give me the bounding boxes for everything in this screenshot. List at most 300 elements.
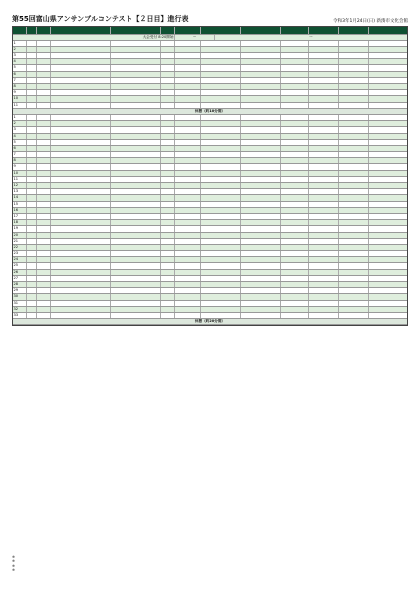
table-cell [201,301,241,306]
table-cell [369,140,407,145]
table-cell [369,270,407,275]
table-cell [27,59,37,64]
table-cell [161,171,175,176]
table-cell [339,146,369,151]
table-cell [339,313,369,318]
table-cell [27,72,37,77]
table-cell [161,195,175,200]
table-cell [51,158,111,163]
table-cell [309,96,339,101]
col-header [339,27,369,34]
table-cell [27,195,37,200]
table-cell [369,115,407,120]
table-cell [37,202,51,207]
table-cell [241,127,281,132]
table-cell: 22 [13,245,27,250]
table-cell [309,313,339,318]
table-cell [339,115,369,120]
table-cell [175,146,201,151]
table-cell [241,214,281,219]
table-cell [369,127,407,132]
table-cell [241,47,281,52]
table-cell [161,78,175,83]
table-cell [51,282,111,287]
table-cell: 21 [13,239,27,244]
table-cell [309,65,339,70]
table-cell [111,146,161,151]
table-cell [339,96,369,101]
table-cell [175,127,201,132]
table-cell [37,276,51,281]
table-cell [339,53,369,58]
table-cell: 2 [13,121,27,126]
table-cell [27,307,37,312]
table-cell [201,59,241,64]
table-cell [309,195,339,200]
table-cell [51,257,111,262]
table-cell [309,245,339,250]
table-cell [281,90,309,95]
table-cell: 10 [13,171,27,176]
table-cell [175,226,201,231]
table-cell [241,282,281,287]
table-cell [369,233,407,238]
table-cell [369,276,407,281]
table-cell [339,208,369,213]
table-cell [339,251,369,256]
table-cell [37,183,51,188]
table-cell [51,177,111,182]
table-cell [369,220,407,225]
table-cell [309,90,339,95]
table-cell [161,294,175,299]
table-cell [37,263,51,268]
table-cell [175,47,201,52]
table-cell [281,121,309,126]
table-cell: 23 [13,251,27,256]
table-cell [161,41,175,46]
table-cell [111,245,161,250]
table-cell [241,270,281,275]
table-cell [37,245,51,250]
table-cell [281,202,309,207]
section-general [13,41,407,109]
table-cell [241,96,281,101]
table-cell [161,208,175,213]
table-cell [309,263,339,268]
table-cell [175,214,201,219]
table-cell [111,72,161,77]
table-cell [339,84,369,89]
table-cell [309,239,339,244]
table-cell [241,152,281,157]
col-header [175,27,201,34]
table-cell [369,202,407,207]
table-cell [175,208,201,213]
table-cell [309,189,339,194]
table-cell: 26 [13,270,27,275]
table-cell [175,220,201,225]
table-cell [281,53,309,58]
table-cell [37,84,51,89]
table-cell [51,96,111,101]
table-cell: 5 [13,140,27,145]
table-cell [309,307,339,312]
col-header [13,27,27,34]
table-cell [111,96,161,101]
table-cell [201,239,241,244]
table-cell: 14 [13,195,27,200]
table-cell [201,195,241,200]
table-cell [111,90,161,95]
table-cell [51,146,111,151]
table-cell [201,152,241,157]
table-cell [175,78,201,83]
table-cell [309,134,339,139]
table-cell [27,214,37,219]
table-cell [111,313,161,318]
table-cell [241,233,281,238]
table-cell [27,134,37,139]
table-cell [161,270,175,275]
table-cell [111,134,161,139]
table-cell [111,121,161,126]
table-cell [241,72,281,77]
table-cell [369,59,407,64]
table-cell [339,294,369,299]
table-cell [111,239,161,244]
table-cell [37,146,51,151]
table-cell [37,294,51,299]
page-title: 第55回富山県アンサンブルコンテスト【２日目】進行表 [12,15,189,23]
table-cell [309,72,339,77]
table-cell [369,90,407,95]
table-cell [161,146,175,151]
table-cell [369,263,407,268]
table-cell [339,47,369,52]
table-cell [161,220,175,225]
table-cell: 28 [13,282,27,287]
table-cell: 25 [13,263,27,268]
table-cell [309,183,339,188]
table-cell [51,183,111,188]
table-cell [175,245,201,250]
table-cell [281,195,309,200]
table-cell [369,288,407,293]
table-cell [175,164,201,169]
table-cell [51,313,111,318]
table-cell [51,164,111,169]
table-cell [111,158,161,163]
table-cell [161,307,175,312]
table-cell: 6 [13,72,27,77]
table-cell [111,177,161,182]
table-cell [161,257,175,262]
table-cell [37,78,51,83]
table-cell [27,90,37,95]
col-header [51,27,111,34]
table-cell [37,313,51,318]
table-cell [111,47,161,52]
table-cell [37,65,51,70]
schedule-table [12,26,408,326]
table-cell [51,251,111,256]
table-cell [27,226,37,231]
table-cell [111,233,161,238]
table-cell [37,195,51,200]
table-cell: 18 [13,220,27,225]
table-cell [241,53,281,58]
table-cell [161,90,175,95]
table-cell [369,208,407,213]
table-cell [27,294,37,299]
table-cell: 13 [13,189,27,194]
table-cell: 27 [13,276,27,281]
col-header [161,27,175,34]
table-cell [241,115,281,120]
table-cell [201,65,241,70]
table-cell [161,214,175,219]
table-cell [51,65,111,70]
table-cell [161,121,175,126]
table-cell [37,90,51,95]
table-cell [201,84,241,89]
table-cell [37,96,51,101]
table-cell [161,134,175,139]
table-cell [51,294,111,299]
table-cell [37,140,51,145]
table-cell [241,183,281,188]
table-cell [37,115,51,120]
table-cell [309,41,339,46]
table-cell [281,270,309,275]
table-cell [281,313,309,318]
table-cell [339,121,369,126]
table-cell [111,41,161,46]
table-cell [369,177,407,182]
table-cell [309,226,339,231]
table-cell [281,47,309,52]
table-cell [51,195,111,200]
table-cell [161,282,175,287]
table-cell [37,47,51,52]
table-cell [161,140,175,145]
table-cell [161,53,175,58]
table-cell [369,72,407,77]
table-cell [161,245,175,250]
table-cell: 19 [13,226,27,231]
table-cell [201,103,241,108]
table-cell [339,103,369,108]
table-cell [27,53,37,58]
table-cell [161,84,175,89]
table-cell [161,251,175,256]
table-cell [175,294,201,299]
table-cell [309,103,339,108]
table-cell [111,84,161,89]
table-cell [51,202,111,207]
table-cell [281,140,309,145]
table-cell [111,183,161,188]
table-cell [241,251,281,256]
table-cell [175,171,201,176]
table-cell [111,164,161,169]
table-cell [51,270,111,275]
col-header [37,27,51,34]
table-cell [309,152,339,157]
col-header [111,27,161,34]
table-cell [309,59,339,64]
table-cell [369,183,407,188]
table-cell [37,301,51,306]
table-cell [111,115,161,120]
table-cell [201,189,241,194]
table-cell [339,72,369,77]
table-cell [161,301,175,306]
table-cell [51,239,111,244]
table-cell [175,53,201,58]
table-cell [161,65,175,70]
table-cell [281,84,309,89]
table-cell [51,233,111,238]
table-cell [111,276,161,281]
table-cell [369,294,407,299]
table-cell [201,276,241,281]
table-cell [175,96,201,101]
table-cell [27,270,37,275]
table-cell [201,72,241,77]
col-header [281,27,309,34]
table-cell [201,307,241,312]
table-cell [201,171,241,176]
table-cell [51,103,111,108]
table-cell [161,263,175,268]
table-cell [161,72,175,77]
table-cell [175,301,201,306]
table-cell [51,226,111,231]
header [12,10,408,24]
table-cell [27,115,37,120]
table-cell [281,307,309,312]
table-cell [175,59,201,64]
table-cell [309,301,339,306]
table-cell [37,103,51,108]
table-cell [241,189,281,194]
table-cell [201,313,241,318]
table-cell [241,121,281,126]
table-cell [339,214,369,219]
table-cell [51,115,111,120]
table-cell [281,72,309,77]
table-cell [175,276,201,281]
table-cell [369,313,407,318]
table-cell: 15 [13,202,27,207]
table-cell [369,307,407,312]
table-cell [27,183,37,188]
table-cell [37,41,51,46]
table-cell [241,208,281,213]
table-cell [201,177,241,182]
table-cell: 5 [13,65,27,70]
table-cell [37,270,51,275]
table-cell [27,171,37,176]
table-cell [51,134,111,139]
table-cell [281,245,309,250]
table-cell [111,202,161,207]
table-cell [241,177,281,182]
table-cell [241,195,281,200]
table-cell [27,233,37,238]
table-cell [309,202,339,207]
table-cell [201,202,241,207]
table-cell [241,164,281,169]
table-cell [201,233,241,238]
table-cell [201,257,241,262]
table-cell [339,177,369,182]
table-cell [27,84,37,89]
table-cell [175,263,201,268]
col-header [309,27,339,34]
table-cell [175,103,201,108]
table-cell [309,233,339,238]
table-cell [241,294,281,299]
table-cell [51,276,111,281]
table-cell [37,239,51,244]
table-cell [175,239,201,244]
table-cell [51,263,111,268]
table-cell [339,78,369,83]
table-cell [27,152,37,157]
table-cell [161,164,175,169]
table-cell [27,276,37,281]
table-cell [111,220,161,225]
table-cell [309,214,339,219]
table-cell [241,263,281,268]
table-cell [339,183,369,188]
table-cell: 6 [13,146,27,151]
table-cell: 9 [13,90,27,95]
table-cell: 3 [13,127,27,132]
table-cell [309,294,339,299]
table-cell [339,202,369,207]
table-cell [339,220,369,225]
table-cell [241,239,281,244]
table-cell: 29 [13,288,27,293]
table-cell [309,121,339,126]
table-cell: 4 [13,59,27,64]
table-cell [241,202,281,207]
table-cell [281,183,309,188]
table-cell [161,115,175,120]
table-cell [309,115,339,120]
section-junior-high [13,115,407,319]
table-cell [37,208,51,213]
table-cell [51,47,111,52]
table-cell [37,307,51,312]
table-cell [27,65,37,70]
table-cell: 4 [13,134,27,139]
table-cell [27,189,37,194]
table-cell [241,41,281,46]
table-cell [339,164,369,169]
table-cell [51,90,111,95]
table-cell [51,140,111,145]
table-cell [37,152,51,157]
table-cell [201,214,241,219]
table-cell [175,183,201,188]
table-cell [175,195,201,200]
table-cell [111,53,161,58]
